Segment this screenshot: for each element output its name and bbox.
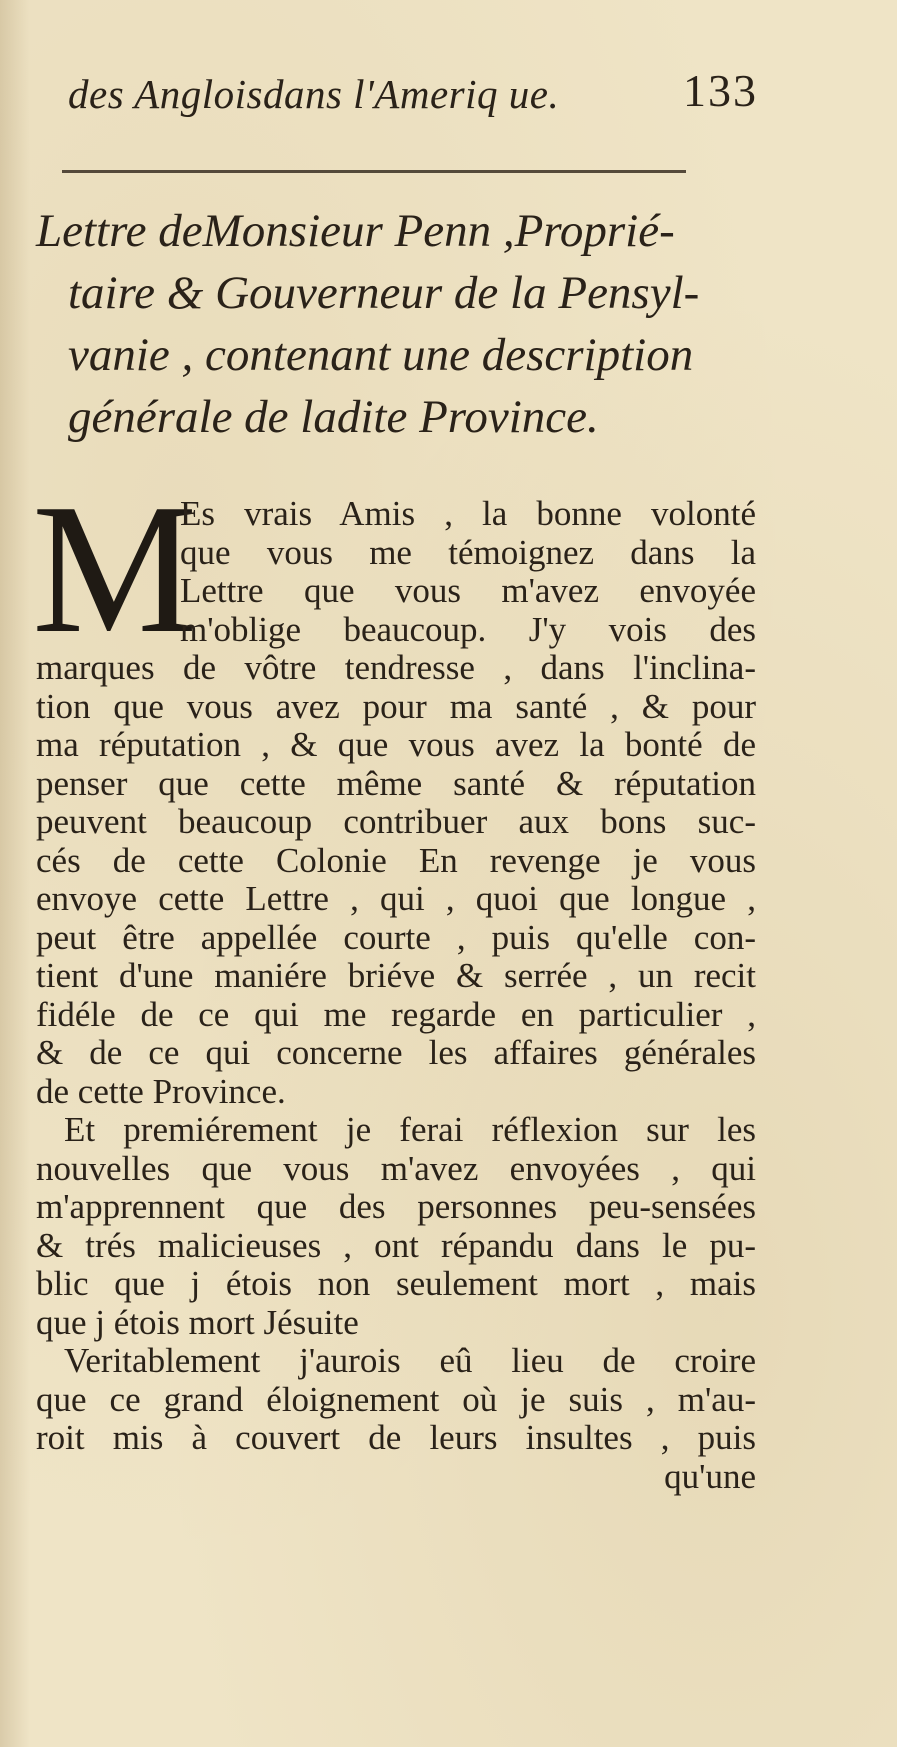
body-line: que vous me témoignez dans la — [180, 532, 756, 572]
body-line: envoye cette Lettre , qui , quoi que longue , — [36, 879, 756, 918]
body-line: ma réputation , & que vous avez la bonté de — [36, 725, 756, 764]
heading-line: vanie , contenant une description — [68, 329, 694, 381]
page-number: 133 — [683, 65, 758, 116]
body-line: Es vrais Amis , la bonne volonté — [180, 494, 756, 533]
running-head — [68, 62, 758, 122]
body-line: marques de vôtre tendresse , dans l'inclina- — [36, 648, 756, 687]
body-line: Lettre que vous m'avez envoyée — [180, 571, 756, 610]
body-line: de cette Province. — [36, 1071, 286, 1111]
body-line: cés de cette Colonie En revenge je vous — [36, 840, 756, 880]
body-line: Veritablement j'aurois eû lieu de croire — [64, 1341, 756, 1380]
body-line: que j étois mort Jésuite — [36, 1302, 359, 1342]
body-line: peuvent beaucoup contribuer aux bons suc- — [36, 802, 756, 841]
running-head-title: des Angloisdans l'Ameriq ue. — [68, 71, 560, 117]
body-line: fidéle de ce qui me regarde en particulier , — [36, 994, 756, 1034]
heading-line: taire & Gouverneur de la Pensyl- — [68, 267, 700, 319]
body-line: & de ce qui concerne les affaires générales — [36, 1033, 756, 1072]
body-line: m'apprennent que des personnes peu-sensées — [36, 1187, 756, 1226]
body-line: & trés malicieuses , ont répandu dans le pu- — [36, 1225, 756, 1265]
body-line: nouvelles que vous m'avez envoyées , qui — [36, 1148, 756, 1188]
body-line: Et premiérement je ferai réflexion sur les — [64, 1110, 756, 1149]
letter-heading — [36, 200, 756, 448]
header-rule — [62, 170, 686, 173]
body-line: m'oblige beaucoup. J'y vois des — [180, 609, 756, 649]
body-line: blic que j étois non seulement mort , mais — [36, 1264, 756, 1303]
body-line: roit mis à couvert de leurs insultes , puis — [36, 1418, 756, 1457]
drop-cap: M — [32, 466, 198, 672]
catchword: qu'une — [664, 1456, 756, 1496]
body-line: que ce grand éloignement où je suis , m'au- — [36, 1379, 756, 1419]
body-line: tient d'une maniére briéve & serrée , un recit — [36, 956, 756, 995]
heading-line: générale de ladite Province. — [68, 391, 599, 443]
body-line: peut être appellée courte , puis qu'elle con- — [36, 917, 756, 957]
heading-line: Lettre deMonsieur Penn ,Proprié- — [36, 205, 675, 257]
body-line: penser que cette même santé & réputation — [36, 763, 756, 803]
letter-body — [36, 495, 756, 1496]
body-line: tion que vous avez pour ma santé , & pour — [36, 686, 756, 726]
